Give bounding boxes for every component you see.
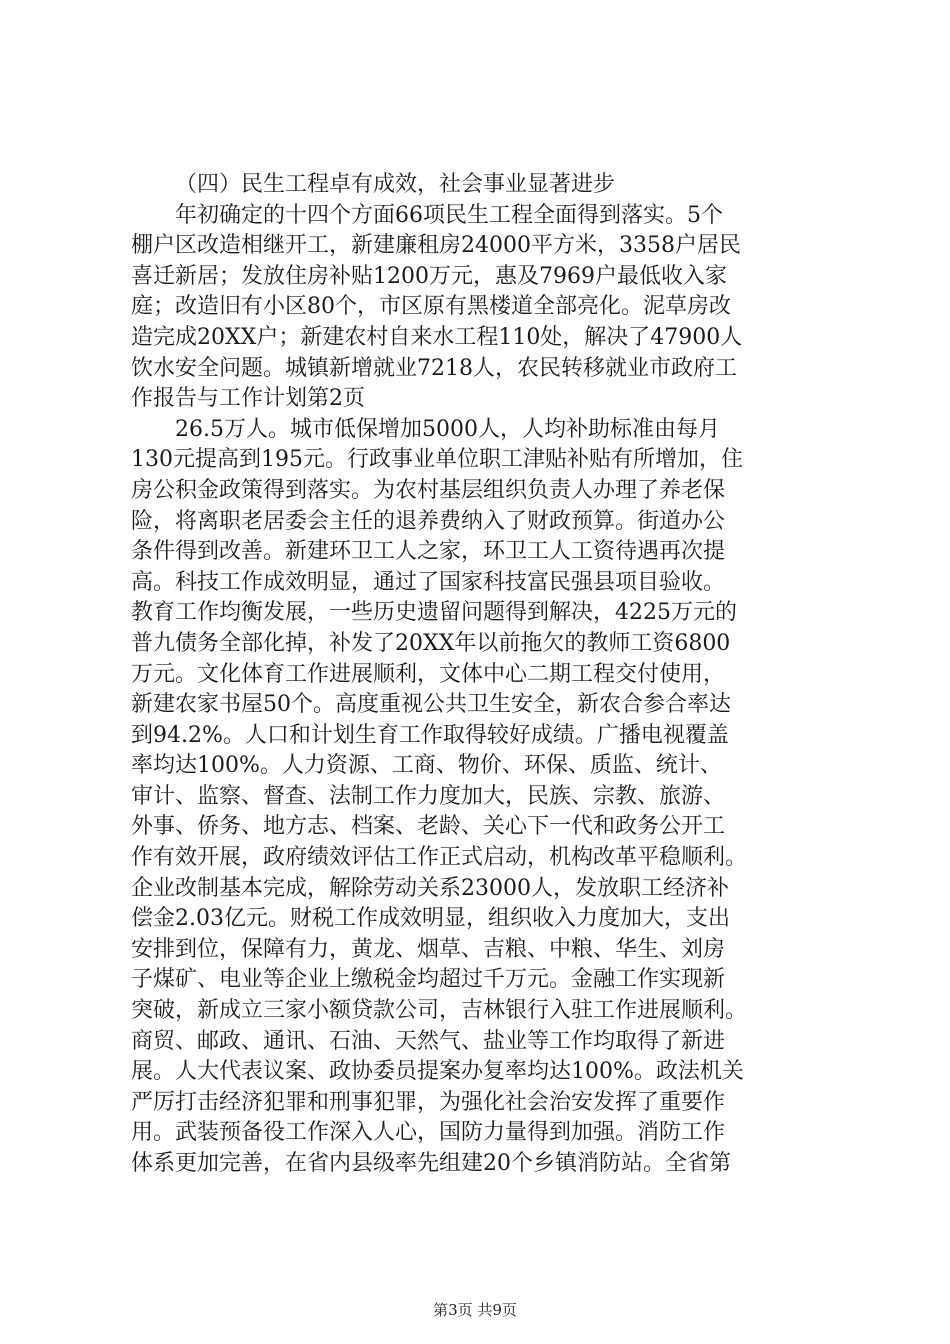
- paragraph-line: 安排到位，保障有力，黄龙、烟草、吉粮、中粮、华生、刘房: [131, 936, 726, 962]
- paragraph-line: 险，将离职老居委会主任的退养费纳入了财政预算。街道办公: [131, 508, 726, 534]
- paragraph-line: 造完成20XX户；新建农村自来水工程110处，解决了47900人: [131, 324, 743, 350]
- paragraph-line: 展。人大代表议案、政协委员提案办复率均达100%。政法机关: [131, 1059, 744, 1085]
- paragraph-line: 突破，新成立三家小额贷款公司，吉林银行入驻工作进展顺利。: [131, 998, 748, 1024]
- paragraph-line: 高。科技工作成效明显，通过了国家科技富民强县项目验收。: [131, 569, 726, 595]
- paragraph-line: 教育工作均衡发展，一些历史遗留问题得到解决，4225万元的: [131, 600, 737, 626]
- paragraph-line: 26.5万人。城市低保增加5000人，人均补助标准由每月: [175, 416, 720, 442]
- paragraph-line: 用。武装预备役工作深入人心，国防力量得到加强。消防工作: [131, 1120, 726, 1146]
- paragraph-line: 130元提高到195元。行政事业单位职工津贴补贴有所增加，住: [131, 447, 743, 473]
- paragraph-line: 到94.2%。人口和计划生育工作取得较好成绩。广播电视覆盖: [131, 722, 729, 748]
- paragraph-line: 商贸、邮政、通讯、石油、天然气、盐业等工作均取得了新进: [131, 1028, 726, 1054]
- paragraph-line: 万元。文化体育工作进展顺利，文体中心二期工程交付使用，: [131, 661, 726, 687]
- paragraph-line: 饮水安全问题。城镇新增就业7218人，农民转移就业市政府工: [131, 355, 737, 381]
- paragraph-line: 外事、侨务、地方志、档案、老龄、关心下一代和政务公开工: [131, 814, 726, 840]
- paragraph-line: 新建农家书屋50个。高度重视公共卫生安全，新农合参合率达: [131, 692, 731, 718]
- paragraph-line: 喜迁新居；发放住房补贴1200万元，惠及7969户最低收入家: [131, 263, 727, 289]
- paragraph-line: 偿金2.03亿元。财税工作成效明显，组织收入力度加大，支出: [131, 906, 730, 932]
- paragraph-line: 体系更加完善，在省内县级率先组建20个乡镇消防站。全省第: [131, 1151, 731, 1176]
- paragraph-line: 房公积金政策得到落实。为农村基层组织负责人办理了养老保: [131, 477, 726, 503]
- paragraph-line: 庭；改造旧有小区80个，市区原有黑楼道全部亮化。泥草房改: [131, 294, 731, 320]
- paragraph-line: 作报告与工作计划第2页: [131, 386, 365, 412]
- document-body: [131, 170, 843, 1180]
- paragraph-line: 棚户区改造相继开工，新建廉租房24000平方米，3358户居民: [131, 233, 741, 259]
- paragraph-line: 年初确定的十四个方面66项民生工程全面得到落实。5个: [175, 202, 723, 228]
- paragraph-line: 条件得到改善。新建环卫工人之家，环卫工人工资待遇再次提: [131, 539, 726, 565]
- paragraph-line: 率均达100%。人力资源、工商、物价、环保、质监、统计、: [131, 753, 722, 779]
- paragraph-line: 企业改制基本完成，解除劳动关系23000人，发放职工经济补: [131, 875, 729, 901]
- paragraph-line: 作有效开展，政府绩效评估工作正式启动，机构改革平稳顺利。: [131, 845, 748, 871]
- paragraph-line: 普九债务全部化掉，补发了20XX年以前拖欠的教师工资6800: [131, 630, 731, 656]
- page-number-footer: 第3页 共9页: [433, 1301, 517, 1319]
- paragraph-line: 严厉打击经济犯罪和刑事犯罪，为强化社会治安发挥了重要作: [131, 1089, 726, 1115]
- paragraph-line: 审计、监察、督查、法制工作力度加大，民族、宗教、旅游、: [131, 783, 726, 809]
- section-heading: （四）民生工程卓有成效，社会事业显著进步: [175, 172, 616, 197]
- paragraph-line: 子煤矿、电业等企业上缴税金均超过千万元。金融工作实现新: [131, 967, 726, 993]
